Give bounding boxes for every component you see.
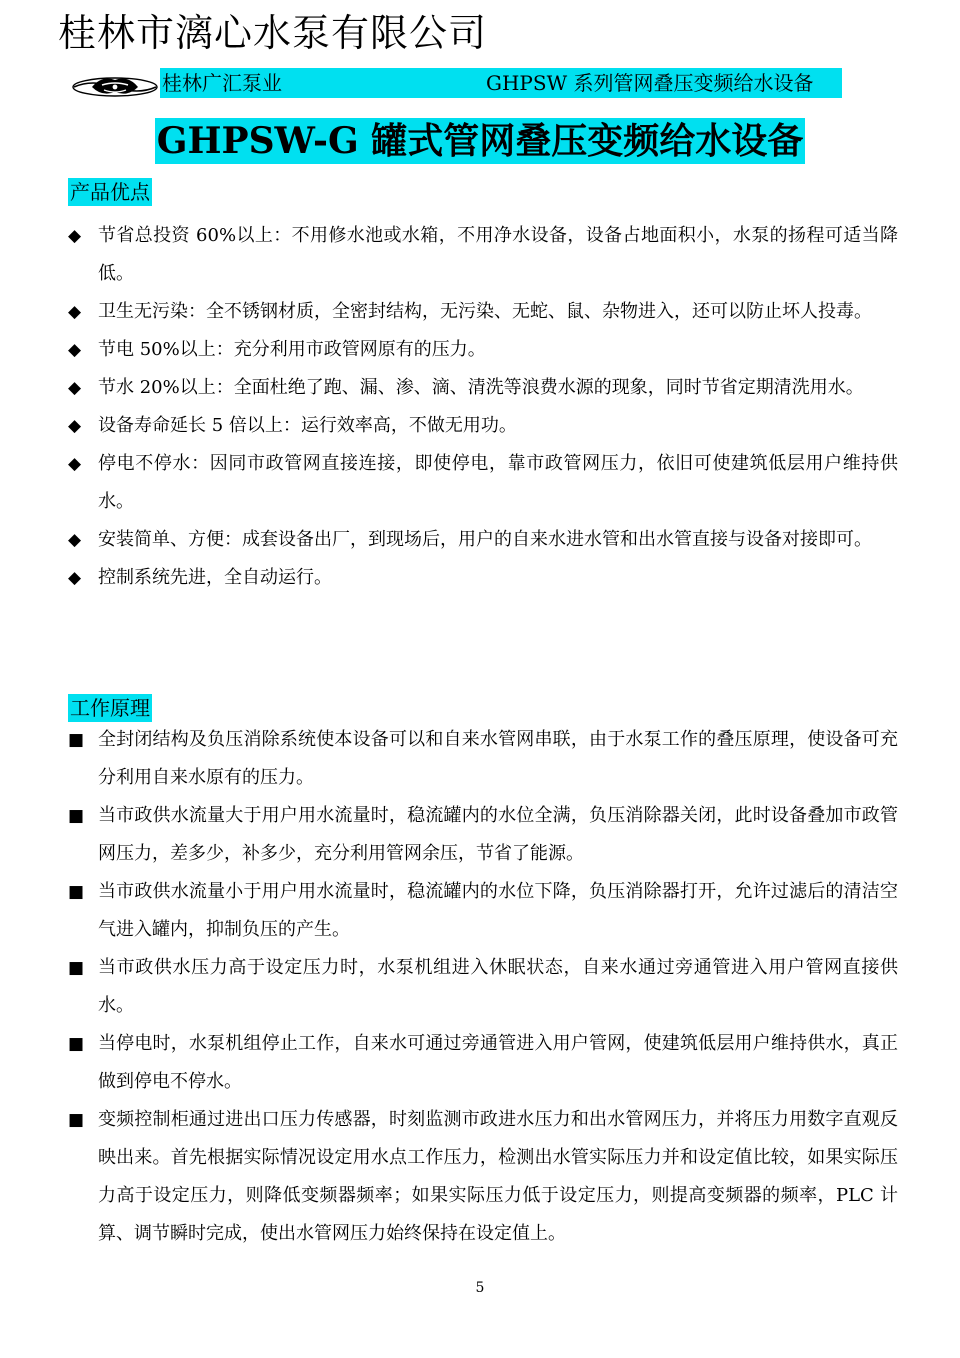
diamond-bullet-icon: ◆ <box>68 416 82 436</box>
list-item-text: 变频控制柜通过进出口压力传感器，时刻监测市政进水压力和出水管网压力，并将压力用数字直观反映出来。首先根据实际情况设定用水点工作压力，检测出水管实际压力并和设定值比较，如果实际压力高于设定压力，则降低变频器频率；如果实际压力低于设定压力，则提高变频器的频率，PLC 计算、调节瞬时完成，使出水管网压力始终保持在设定值上。 <box>98 1109 898 1244</box>
list-item-text: 控制系统先进，全自动运行。 <box>98 567 332 588</box>
running-header <box>72 68 852 100</box>
principle-heading: 工作原理 <box>70 696 150 720</box>
list-item <box>68 445 898 521</box>
list-item <box>68 521 898 559</box>
diamond-bullet-icon: ◆ <box>68 568 82 588</box>
advantages-heading: 产品优点 <box>70 180 150 204</box>
company-name: 桂林市漓心水泵有限公司 <box>58 11 488 55</box>
page-title: GHPSW-G 罐式管网叠压变频给水设备 <box>156 120 804 162</box>
square-bullet-icon: ■ <box>68 1034 85 1054</box>
list-item-text: 全封闭结构及负压消除系统使本设备可以和自来水管网串联，由于水泵工作的叠压原理，使设备可充分利用自来水原有的压力。 <box>98 729 898 788</box>
list-item-text: 卫生无污染：全不锈钢材质，全密封结构，无污染、无蛇、鼠、杂物进入，还可以防止坏人投毒。 <box>98 301 872 322</box>
header-brand: 桂林广汇泵业 <box>162 71 282 95</box>
pump-company-logo-icon <box>72 70 158 104</box>
list-item <box>68 559 898 597</box>
square-bullet-icon: ■ <box>68 730 85 750</box>
list-item <box>68 1101 898 1253</box>
list-item <box>68 1025 898 1101</box>
list-item-text: 节水 20%以上：全面杜绝了跑、漏、渗、滴、清洗等浪费水源的现象，同时节省定期清洗用水。 <box>98 377 864 398</box>
list-item <box>68 217 898 293</box>
list-item <box>68 293 898 331</box>
list-item-text: 安装简单、方便：成套设备出厂，到现场后，用户的自来水进水管和出水管直接与设备对接即可。 <box>98 529 872 550</box>
list-item <box>68 369 898 407</box>
header-series: GHPSW 系列管网叠压变频给水设备 <box>486 71 814 95</box>
page-number: 5 <box>475 1280 485 1296</box>
list-item-text: 设备寿命延长 5 倍以上：运行效率高，不做无用功。 <box>98 415 517 436</box>
principle-list <box>68 721 898 1253</box>
list-item-text: 节省总投资 60%以上：不用修水池或水箱，不用净水设备，设备占地面积小，水泵的扬程可适当降低。 <box>98 225 898 284</box>
diamond-bullet-icon: ◆ <box>68 302 82 322</box>
list-item-text: 停电不停水：因同市政管网直接连接，即使停电，靠市政管网压力，依旧可使建筑低层用户维持供水。 <box>98 453 898 512</box>
diamond-bullet-icon: ◆ <box>68 340 82 360</box>
diamond-bullet-icon: ◆ <box>68 378 82 398</box>
list-item-text: 当市政供水流量大于用户用水流量时，稳流罐内的水位全满，负压消除器关闭，此时设备叠加市政管网压力，差多少，补多少，充分利用管网余压，节省了能源。 <box>98 805 898 864</box>
list-item <box>68 721 898 797</box>
square-bullet-icon: ■ <box>68 882 85 902</box>
square-bullet-icon: ■ <box>68 958 85 978</box>
list-item-text: 当市政供水压力高于设定压力时，水泵机组进入休眠状态，自来水通过旁通管进入用户管网直接供水。 <box>98 957 898 1016</box>
diamond-bullet-icon: ◆ <box>68 454 82 474</box>
list-item <box>68 797 898 873</box>
diamond-bullet-icon: ◆ <box>68 226 82 246</box>
header-highlight-bar <box>160 68 842 98</box>
list-item-text: 当停电时，水泵机组停止工作，自来水可通过旁通管进入用户管网，使建筑低层用户维持供水，真正做到停电不停水。 <box>98 1033 898 1092</box>
list-item-text: 当市政供水流量小于用户用水流量时，稳流罐内的水位下降，负压消除器打开，允许过滤后的清洁空气进入罐内，抑制负压的产生。 <box>98 881 898 940</box>
list-item <box>68 407 898 445</box>
advantages-list <box>68 217 898 597</box>
list-item <box>68 873 898 949</box>
list-item <box>68 949 898 1025</box>
square-bullet-icon: ■ <box>68 1110 85 1130</box>
diamond-bullet-icon: ◆ <box>68 530 82 550</box>
square-bullet-icon: ■ <box>68 806 85 826</box>
title-container <box>0 118 960 164</box>
list-item-text: 节电 50%以上：充分利用市政管网原有的压力。 <box>98 339 486 360</box>
list-item <box>68 331 898 369</box>
